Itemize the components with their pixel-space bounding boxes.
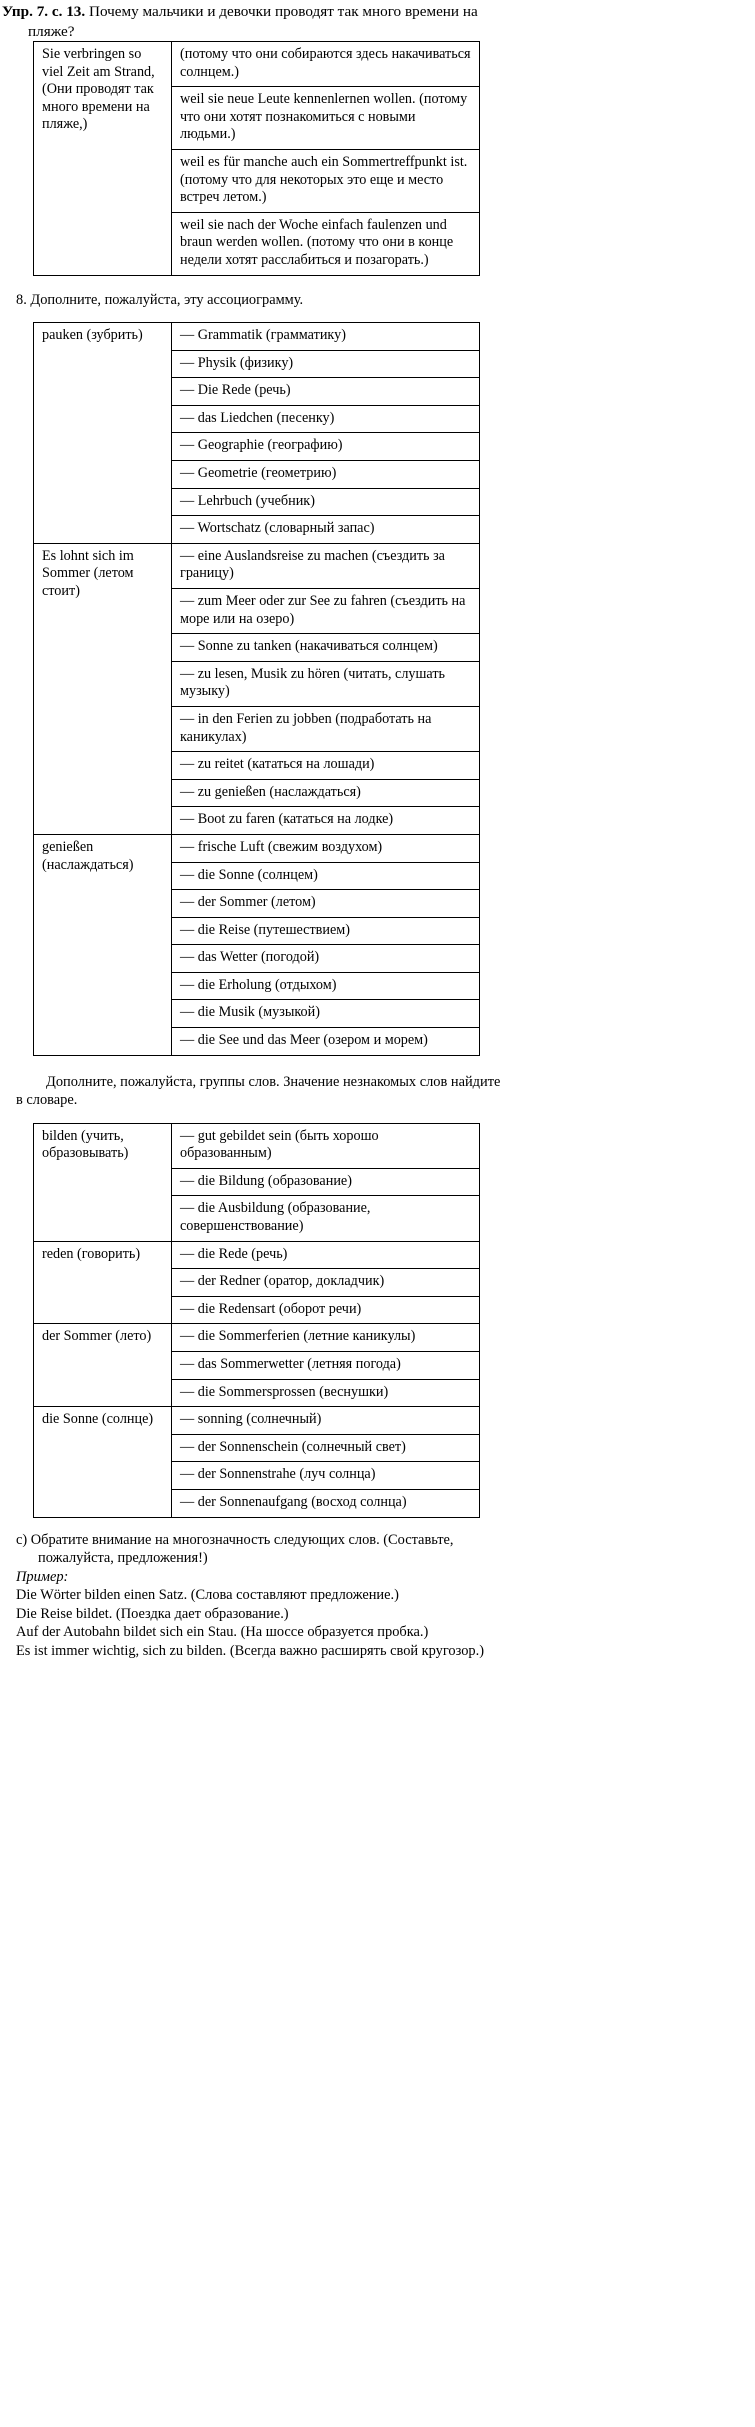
exercise-c-example-label: Пример: [16,1568,69,1585]
group-item-cell: — die Musik (музыкой) [172,1000,480,1028]
exercise-7-heading [2,2,499,41]
exercise-7-question-line2: пляже? [28,22,75,40]
exercise-8-instruction: 8. Дополните, пожалуйста, эту ассоциограмму. [16,291,304,308]
table-row [34,1123,480,1168]
exercise-7-table [33,41,480,276]
group-item-cell: — Lehrbuch (учебник) [172,488,480,516]
group-key-cell: genießen (наслаждаться) [34,834,172,1055]
group-item-cell: — die Reise (путешествием) [172,917,480,945]
group-key-cell: pauken (зубрить) [34,323,172,544]
group-item-cell: — die Bildung (образование) [172,1168,480,1196]
exercise-7-value-cell: (потому что они собираются здесь накачиваться солнцем.) [172,42,480,87]
group-item-cell: — die Sommerferien (летние каникулы) [172,1324,480,1352]
table-row [34,1324,480,1352]
table-row [34,834,480,862]
group-item-cell: — der Sonnenstrahe (луч солнца) [172,1462,480,1490]
group-item-cell: — Sonne zu tanken (накачиваться солнцем) [172,634,480,662]
exercise-7-question-line1: Почему мальчики и девочки проводят так много времени на [89,3,478,20]
table-row [34,323,480,351]
exercise-7-value-cell: weil sie nach der Woche einfach faulenzen und braun werden wollen. (потому что они в конце недели хотят расслабиться и позагорать.) [172,212,480,275]
exercise-b-instruction: Дополните, пожалуйста, группы слов. Значение незнакомых слов найдите в словаре. [16,1073,501,1109]
group-item-cell: — die Sommersprossen (веснушки) [172,1379,480,1407]
exercise-c-example: Auf der Autobahn bildet sich ein Stau. (На шоссе образуется пробка.) [16,1624,429,1641]
group-key-cell: die Sonne (солнце) [34,1407,172,1517]
exercise-c-example: Die Wörter bilden einen Satz. (Слова составляют предложение.) [16,1587,399,1604]
group-item-cell: — die Redensart (оборот речи) [172,1296,480,1324]
group-item-cell: — zu reitet (кататься на лошади) [172,752,480,780]
group-item-cell: — frische Luft (свежим воздухом) [172,834,480,862]
group-item-cell: — die Sonne (солнцем) [172,862,480,890]
group-item-cell: — zu genießen (наслаждаться) [172,779,480,807]
group-item-cell: — Wortschatz (словарный запас) [172,516,480,544]
group-item-cell: — das Liedchen (песенку) [172,405,480,433]
exercise-b-table [33,1123,480,1518]
group-item-cell: — sonning (солнечный) [172,1407,480,1435]
group-item-cell: — Physik (физику) [172,350,480,378]
group-item-cell: — der Sommer (летом) [172,890,480,918]
table-row [34,1407,480,1435]
exercise-8-table [33,322,480,1056]
exercise-c-example: Die Reise bildet. (Поездка дает образование.) [16,1605,289,1622]
exercise-c-example: Es ist immer wichtig, sich zu bilden. (Всегда важно расширять свой кругозор.) [16,1642,484,1659]
table-row [34,42,480,87]
group-item-cell: — Boot zu faren (кататься на лодке) [172,807,480,835]
group-item-cell: — zum Meer oder zur See zu fahren (съездить на море или на озеро) [172,588,480,633]
table-row [34,1241,480,1269]
group-item-cell: — zu lesen, Musik zu hören (читать, слушать музыку) [172,661,480,706]
group-key-cell: Es lohnt sich im Sommer (летом стоит) [34,543,172,834]
group-item-cell: — der Redner (оратор, докладчик) [172,1269,480,1297]
exercise-7-value-cell: weil es für manche auch ein Sommertreffpunkt ist. (потому что для некоторых это еще и место встреч летом.) [172,149,480,212]
group-item-cell: — in den Ferien zu jobben (подработать на каникулах) [172,706,480,751]
group-item-cell: — das Sommerwetter (летняя погода) [172,1352,480,1380]
group-item-cell: — die Rede (речь) [172,1241,480,1269]
group-item-cell: — das Wetter (погодой) [172,945,480,973]
exercise-c-line1: с) Обратите внимание на многозначность следующих слов. (Составьте, [16,1531,454,1548]
exercise-c-block [0,1531,502,1661]
group-item-cell: — die Erholung (отдыхом) [172,972,480,1000]
group-item-cell: — eine Auslandsreise zu machen (съездить за границу) [172,543,480,588]
group-item-cell: — Geographie (географию) [172,433,480,461]
group-item-cell: — Die Rede (речь) [172,378,480,406]
group-key-cell: reden (говорить) [34,1241,172,1324]
exercise-7-value-cell: weil sie neue Leute kennenlernen wollen. (потому что они хотят познакомиться с новыми людьми.) [172,87,480,150]
group-key-cell: der Sommer (лето) [34,1324,172,1407]
group-item-cell: — Geometrie (геометрию) [172,461,480,489]
group-item-cell: — gut gebildet sein (быть хорошо образованным) [172,1123,480,1168]
group-item-cell: — der Sonnenschein (солнечный свет) [172,1434,480,1462]
group-item-cell: — der Sonnenaufgang (восход солнца) [172,1489,480,1517]
exercise-c-line2: пожалуйста, предложения!) [38,1550,208,1567]
exercise-7-key-cell: Sie verbringen so viel Zeit am Strand, (Они проводят так много времени на пляже,) [34,42,172,276]
table-row [34,543,480,588]
group-item-cell: — Grammatik (грамматику) [172,323,480,351]
group-item-cell: — die Ausbildung (образование, совершенствование) [172,1196,480,1241]
group-key-cell: bilden (учить, образовывать) [34,1123,172,1241]
group-item-cell: — die See und das Meer (озером и морем) [172,1028,480,1056]
exercise-7-number: Упр. 7. с. 13. [2,3,86,20]
